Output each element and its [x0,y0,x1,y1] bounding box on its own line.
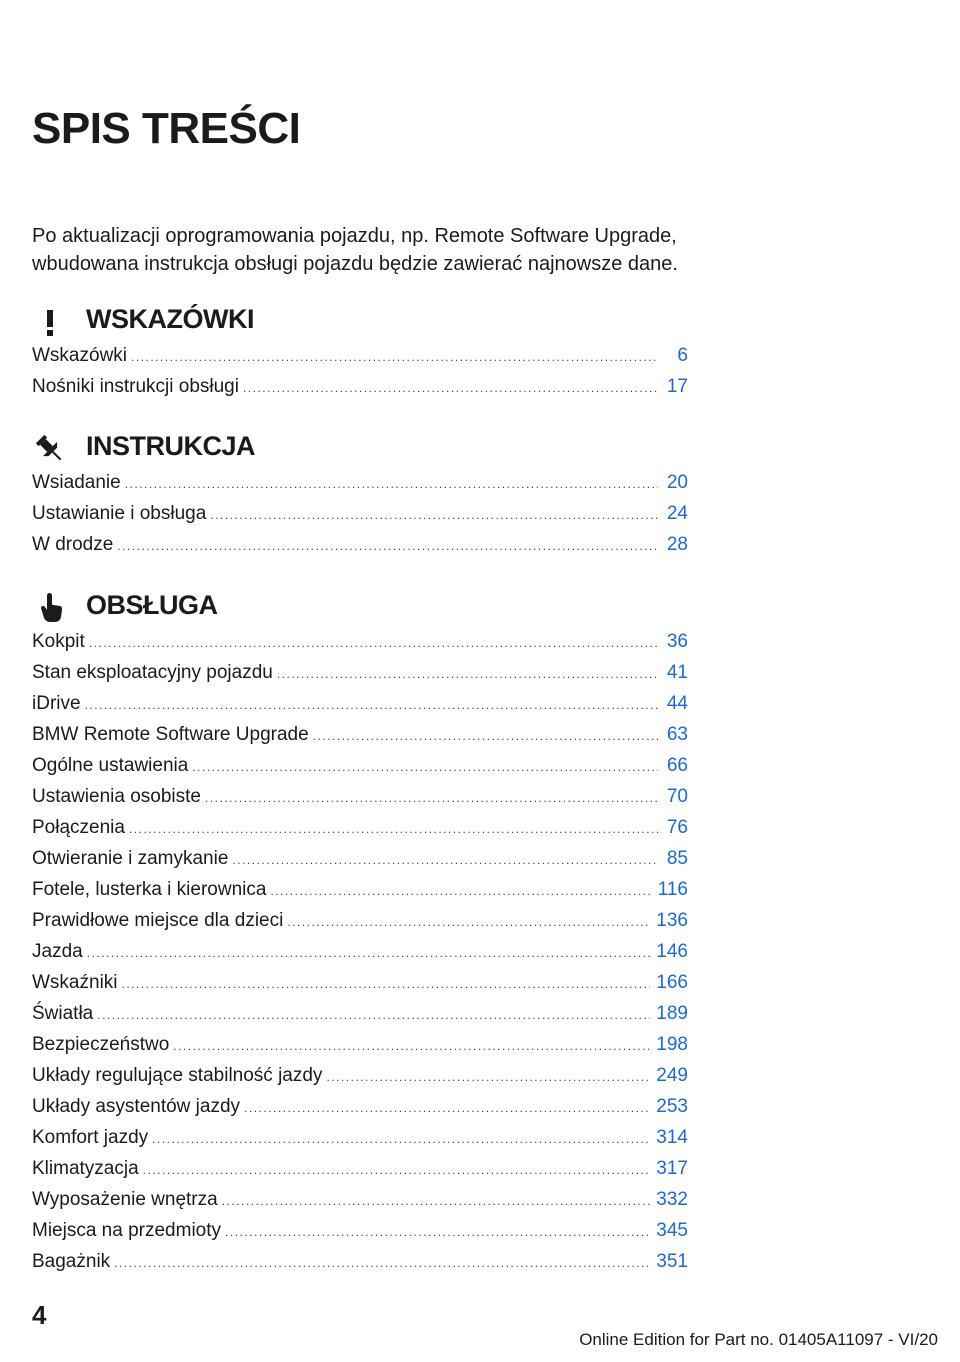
toc-entry-label: Prawidłowe miejsce dla dzieci [32,910,284,931]
section-wskazowki [32,300,688,402]
toc-entry[interactable] [32,1215,688,1246]
toc-entry-label: BMW Remote Software Upgrade [32,724,309,745]
toc-entry-page[interactable]: 41 [666,662,688,683]
toc-entry-page[interactable]: 189 [656,1003,688,1024]
toc-entry-label: iDrive [32,693,81,714]
toc-entry-page[interactable]: 332 [656,1189,688,1210]
toc-entry-label: Bagażnik [32,1251,111,1272]
toc-entry[interactable] [32,812,688,843]
toc-entry-label: Światła [32,1003,94,1024]
toc-entry-label: Połączenia [32,817,125,838]
toc-entry-page[interactable]: 253 [656,1096,688,1117]
toc-entry[interactable] [32,1060,688,1091]
toc-entry[interactable] [32,340,688,371]
toc-list [32,467,688,560]
toc-entry-page[interactable]: 76 [666,817,688,838]
toc-entry-label: Nośniki instrukcji obsługi [32,376,239,397]
toc-entry[interactable] [32,529,688,560]
section-obsluga [32,586,688,1277]
section-title: OBSŁUGA [86,590,218,620]
toc-entry-page[interactable]: 198 [656,1034,688,1055]
dot-leader [125,469,658,500]
toc-entry[interactable] [32,1184,688,1215]
toc-list [32,340,688,402]
toc-entry-page[interactable]: 17 [666,376,688,397]
dot-leader [270,876,651,907]
toc-entry-label: Stan eksploatacyjny pojazdu [32,662,273,683]
toc-entry[interactable] [32,1091,688,1122]
toc-entry-page[interactable]: 317 [656,1158,688,1179]
toc-entry[interactable] [32,498,688,529]
toc-entry[interactable] [32,1122,688,1153]
toc-entry[interactable] [32,371,688,402]
dot-leader [192,752,658,783]
dot-leader [152,1124,650,1155]
toc-entry[interactable] [32,467,688,498]
toc-entry-page[interactable]: 24 [666,503,688,524]
dot-leader [232,845,658,876]
toc-entry-page[interactable]: 116 [657,879,688,900]
toc-entry[interactable] [32,936,688,967]
dot-leader [131,342,658,373]
section-header [32,300,688,340]
toc-entry-page[interactable]: 314 [656,1127,688,1148]
toc-entry-label: Fotele, lusterka i kierownica [32,879,267,900]
dot-leader [225,1217,650,1248]
section-title: WSKAZÓWKI [86,304,254,334]
exclamation-icon [32,304,68,340]
toc-entry-page[interactable]: 166 [656,972,688,993]
dot-leader [173,1031,650,1062]
dot-leader [87,938,651,969]
toc-entry[interactable] [32,905,688,936]
section-header [32,427,688,467]
toc-entry[interactable] [32,750,688,781]
pushpin-icon [32,431,68,467]
dot-leader [313,721,658,752]
dot-leader [222,1186,651,1217]
footer-edition: Online Edition for Part no. 01405A11097 - VI/20 [579,1330,938,1349]
toc-entry[interactable] [32,843,688,874]
toc-entry-page[interactable]: 66 [666,755,688,776]
toc-entry-label: Ogólne ustawienia [32,755,189,776]
dot-leader [243,373,658,404]
section-header [32,586,688,626]
toc-entry[interactable] [32,688,688,719]
toc-list [32,626,688,1277]
section-title: INSTRUKCJA [86,431,256,461]
toc-entry-label: Jazda [32,941,83,962]
toc-entry-label: Klimatyzacja [32,1158,139,1179]
toc-entry-label: Wyposażenie wnętrza [32,1189,218,1210]
toc-entry-page[interactable]: 70 [666,786,688,807]
toc-entry-label: W drodze [32,534,114,555]
dot-leader [85,690,658,721]
toc-entry-page[interactable]: 136 [656,910,688,931]
dot-leader [287,907,650,938]
toc-entry-label: Otwieranie i zamykanie [32,848,229,869]
page-number: 4 [32,1300,47,1330]
toc-entry-page[interactable]: 44 [666,693,688,714]
dot-leader [114,1248,650,1279]
toc-entry-page[interactable]: 146 [656,941,688,962]
dot-leader [117,531,658,562]
toc-entry-label: Układy regulujące stabilność jazdy [32,1065,323,1086]
toc-entry-page[interactable]: 85 [666,848,688,869]
intro-paragraph: Po aktualizacji oprogramowania pojazdu, np. Remote Software Upgrade, wbudowana instrukcja obsługi pojazdu będzie zawierać najnowsze dane. [32,225,678,275]
toc-entry-label: Ustawienia osobiste [32,786,201,807]
toc-entry[interactable] [32,1246,688,1277]
toc-entry-label: Układy asystentów jazdy [32,1096,241,1117]
toc-entry[interactable] [32,657,688,688]
toc-entry[interactable] [32,874,688,905]
toc-entry[interactable] [32,1153,688,1184]
toc-entry[interactable] [32,967,688,998]
toc-entry[interactable] [32,781,688,812]
toc-entry-label: Wskazówki [32,345,128,366]
pointing-hand-icon [32,590,68,626]
toc-entry[interactable] [32,1029,688,1060]
toc-entry-label: Kokpit [32,631,85,652]
dot-leader [210,500,658,531]
toc-entry-page[interactable]: 63 [666,724,688,745]
toc-entry[interactable] [32,626,688,657]
section-instrukcja [32,427,688,560]
dot-leader [129,814,658,845]
toc-entry-page[interactable]: 345 [656,1220,688,1241]
toc-entry[interactable] [32,719,688,750]
toc-entry-label: Bezpieczeństwo [32,1034,170,1055]
dot-leader [326,1062,650,1093]
dot-leader [205,783,658,814]
toc-entry[interactable] [32,998,688,1029]
toc-entry-page[interactable]: 6 [677,345,688,366]
dot-leader [143,1155,651,1186]
toc-entry-page[interactable]: 20 [666,472,688,493]
toc-entry-page[interactable]: 28 [666,534,688,555]
dot-leader [122,969,651,1000]
toc-entry-page[interactable]: 249 [656,1065,688,1086]
toc-entry-label: Miejsca na przedmioty [32,1220,222,1241]
toc-entry-label: Wskaźniki [32,972,118,993]
dot-leader [277,659,658,690]
toc-entry-label: Komfort jazdy [32,1127,149,1148]
toc-entry-page[interactable]: 351 [656,1251,688,1272]
dot-leader [89,628,658,659]
dot-leader [97,1000,650,1031]
toc-entry-page[interactable]: 36 [666,631,688,652]
toc-entry-label: Wsiadanie [32,472,121,493]
dot-leader [244,1093,650,1124]
page-title: SPIS TREŚCI [32,104,301,153]
toc-entry-label: Ustawianie i obsługa [32,503,207,524]
